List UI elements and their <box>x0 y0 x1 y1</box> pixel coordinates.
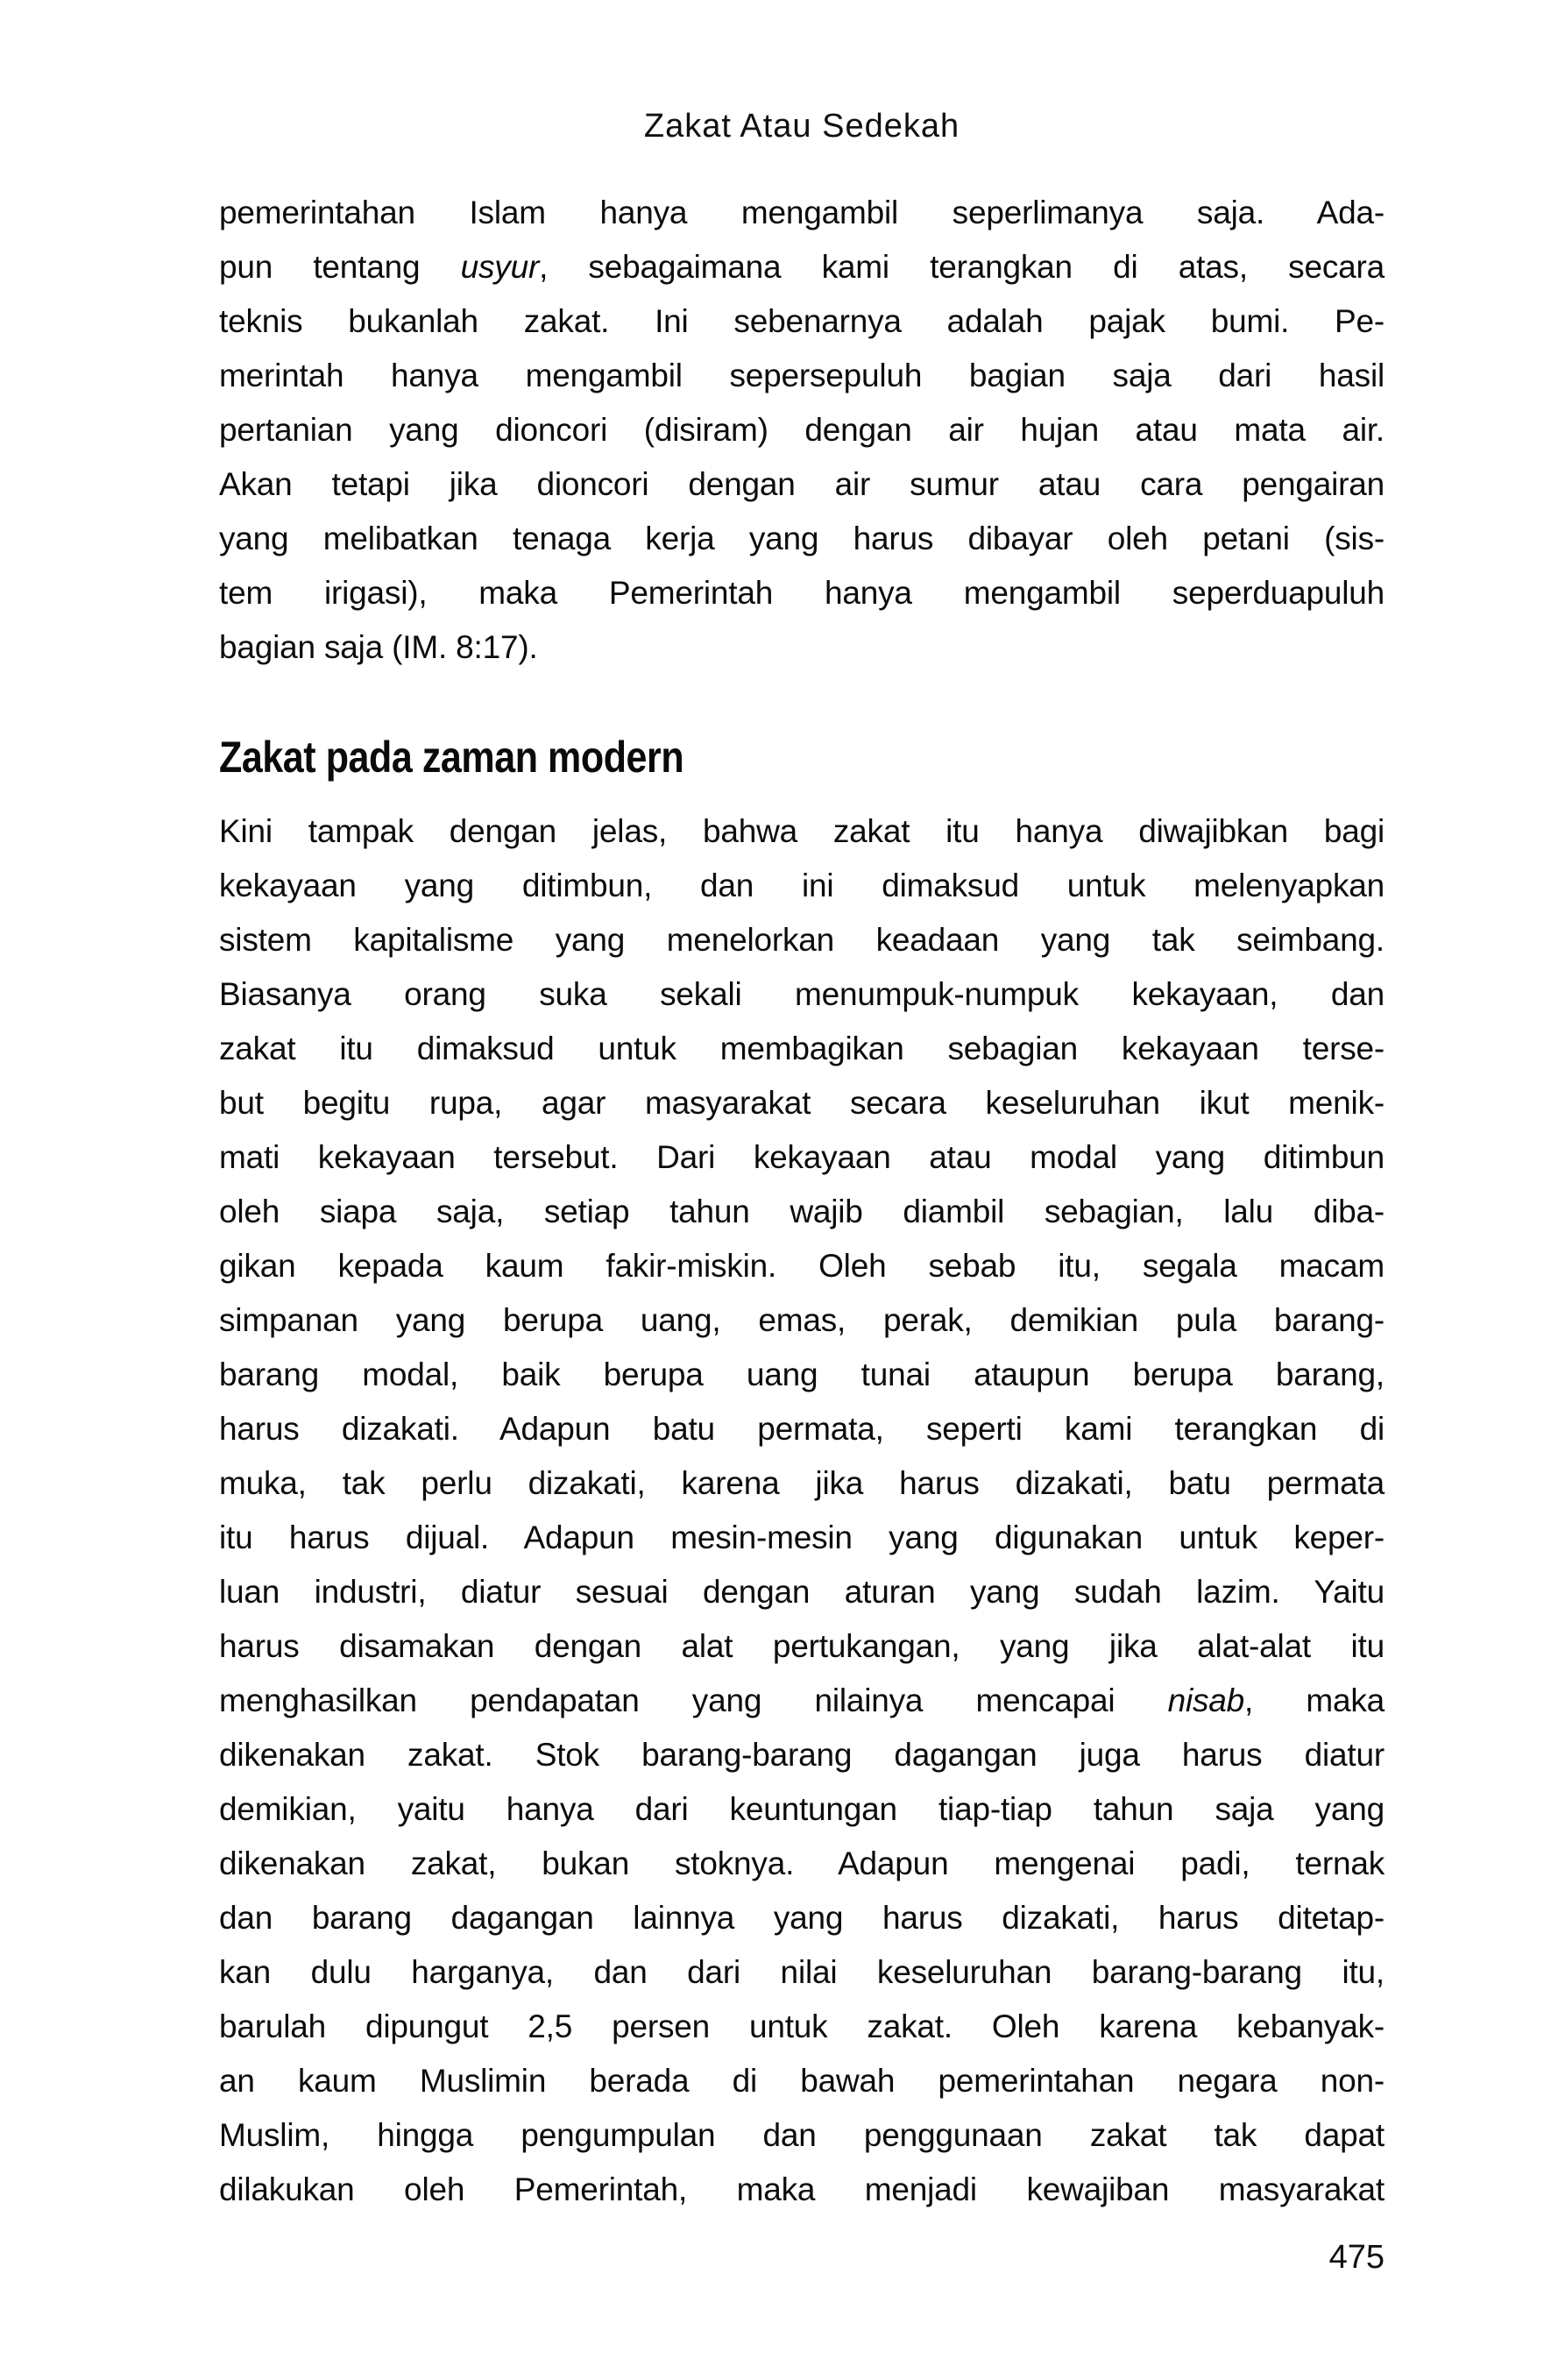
text-line: dikenakan zakat. Stok barang-barang dagangan juga harus diatur <box>219 1737 1385 1773</box>
text-line: merintah hanya mengambil sepersepuluh bagian saja dari hasil <box>219 358 1385 393</box>
text-line: muka, tak perlu dizakati, karena jika harus dizakati, batu permata <box>219 1465 1385 1501</box>
text-line: itu harus dijual. Adapun mesin-mesin yang digunakan untuk keper- <box>219 1519 1385 1555</box>
text-line: pertanian yang dioncori (disiram) dengan air hujan atau mata air. <box>219 412 1385 448</box>
text-segment: , maka <box>1244 1682 1385 1718</box>
text-line: dan barang dagangan lainnya yang harus dizakati, harus ditetap- <box>219 1900 1385 1936</box>
text-line: zakat itu dimaksud untuk membagikan sebagian kekayaan terse- <box>219 1031 1385 1066</box>
text-line: barulah dipungut 2,5 persen untuk zakat. Oleh karena kebanyak- <box>219 2008 1385 2044</box>
text-line: sistem kapitalisme yang menelorkan keadaan yang tak seimbang. <box>219 922 1385 958</box>
text-line: Akan tetapi jika dioncori dengan air sumur atau cara pengairan <box>219 466 1385 502</box>
text-line: an kaum Muslimin berada di bawah pemerintahan negara non- <box>219 2063 1385 2099</box>
text-line: dilakukan oleh Pemerintah, maka menjadi kewajiban masyarakat <box>219 2171 1385 2207</box>
section-heading: Zakat pada zaman modern <box>219 733 684 782</box>
text-line: tem irigasi), maka Pemerintah hanya mengambil seperduapuluh <box>219 575 1385 611</box>
text-line: mati kekayaan tersebut. Dari kekayaan atau modal yang ditimbun <box>219 1139 1385 1175</box>
text-line: Kini tampak dengan jelas, bahwa zakat itu hanya diwajibkan bagi <box>219 813 1385 849</box>
text-line <box>219 1674 1385 1728</box>
text-line: kan dulu harganya, dan dari nilai keseluruhan barang-barang itu, <box>219 1954 1385 1990</box>
text-segment: pun tentang <box>219 249 461 285</box>
text-line: yang melibatkan tenaga kerja yang harus dibayar oleh petani (sis- <box>219 521 1385 556</box>
text-line: kekayaan yang ditimbun, dan ini dimaksud untuk melenyapkan <box>219 868 1385 903</box>
text-line: barang modal, baik berupa uang tunai ataupun berupa barang, <box>219 1356 1385 1392</box>
text-block <box>219 0 1385 2277</box>
text-segment: , sebagaimana kami terangkan di atas, secara <box>539 249 1385 285</box>
text-line: harus disamakan dengan alat pertukangan, yang jika alat-alat itu <box>219 1628 1385 1664</box>
text-line: pemerintahan Islam hanya mengambil seperlimanya saja. Ada- <box>219 195 1385 230</box>
text-line: bagian saja (IM. 8:17). <box>219 629 538 665</box>
italic-term: usyur <box>460 249 540 285</box>
text-line: gikan kepada kaum fakir-miskin. Oleh sebab itu, segala macam <box>219 1248 1385 1284</box>
text-line <box>219 240 1385 294</box>
paragraph-continuation <box>219 186 1385 675</box>
text-segment: menghasilkan pendapatan yang nilainya mencapai <box>219 1682 1168 1718</box>
page-number: 475 <box>1328 2239 1385 2276</box>
text-line: oleh siapa saja, setiap tahun wajib diambil sebagian, lalu diba- <box>219 1194 1385 1229</box>
text-line: Biasanya orang suka sekali menumpuk-numpuk kekayaan, dan <box>219 976 1385 1012</box>
text-line: but begitu rupa, agar masyarakat secara keseluruhan ikut menik- <box>219 1085 1385 1121</box>
text-line: simpanan yang berupa uang, emas, perak, demikian pula barang- <box>219 1302 1385 1338</box>
text-line: luan industri, diatur sesuai dengan aturan yang sudah lazim. Yaitu <box>219 1574 1385 1610</box>
italic-term: nisab <box>1167 1682 1245 1718</box>
text-line: harus dizakati. Adapun batu permata, seperti kami terangkan di <box>219 1411 1385 1447</box>
running-header: Zakat Atau Sedekah <box>643 108 960 145</box>
text-line: teknis bukanlah zakat. Ini sebenarnya adalah pajak bumi. Pe- <box>219 303 1385 339</box>
text-line: Muslim, hingga pengumpulan dan penggunaan zakat tak dapat <box>219 2117 1385 2153</box>
text-line: demikian, yaitu hanya dari keuntungan tiap-tiap tahun saja yang <box>219 1791 1385 1827</box>
text-line: dikenakan zakat, bukan stoknya. Adapun mengenai padi, ternak <box>219 1845 1385 1881</box>
paragraph-body <box>219 804 1385 2217</box>
